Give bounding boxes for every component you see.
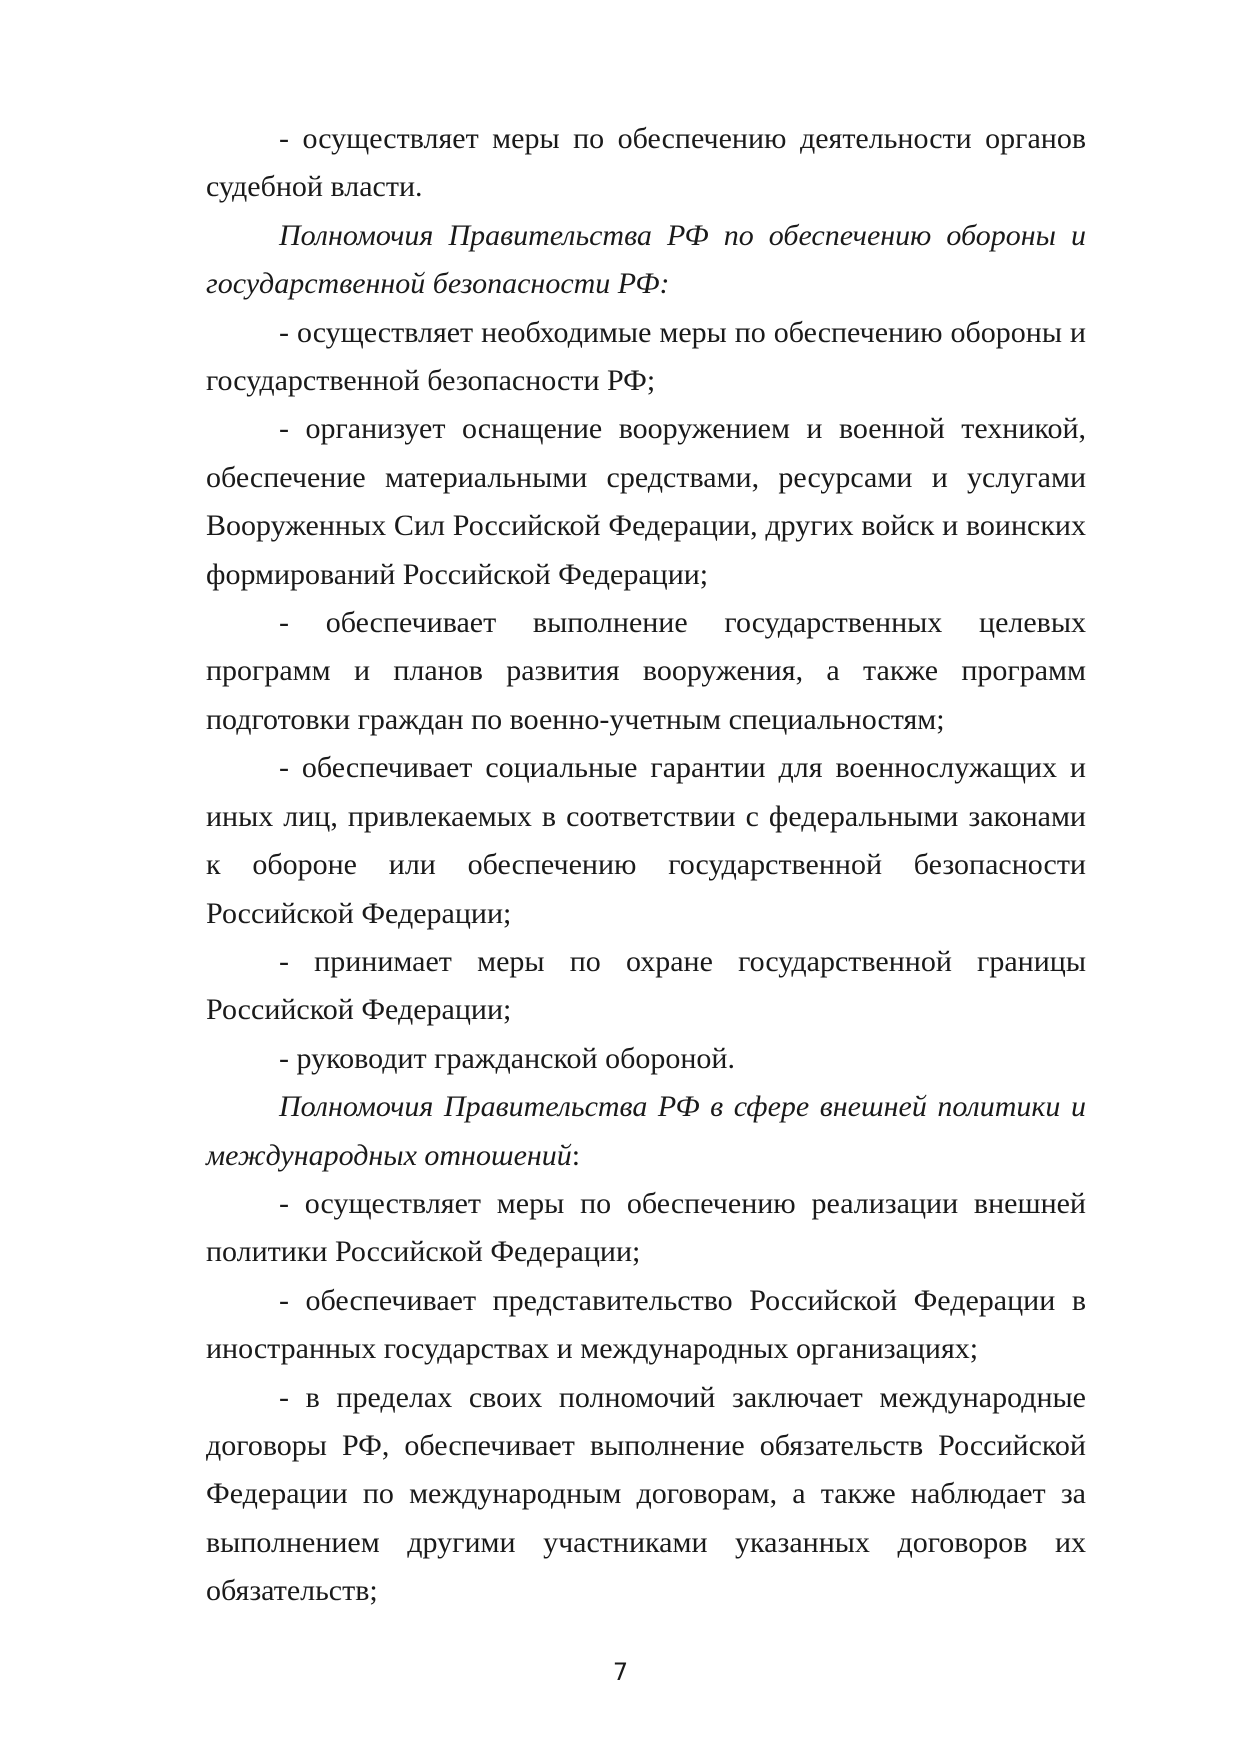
paragraph-foreign-policy-implementation: - осуществляет меры по обеспечению реализации внешней политики Российской Федерации; xyxy=(206,1186,1086,1269)
section-heading-foreign-policy-colon: : xyxy=(571,1138,581,1172)
paragraph-judicial-support: - осуществляет меры по обеспечению деятельности органов судебной власти. xyxy=(206,122,1086,204)
document-page xyxy=(206,115,1086,1616)
paragraph-armament-supply: - организует оснащение вооружением и военной техникой, обеспечение материальными средствами, ресурсами и услугами Вооруженных Сил Российской Федерации, других войск и воинских формирований Российской Федерации; xyxy=(206,412,1086,591)
paragraph-social-guarantees: - обеспечивает социальные гарантии для военнослужащих и иных лиц, привлекаемых в соответствии с федеральными законами к обороне или обеспечению государственной безопасности Российской Федерации; xyxy=(206,751,1086,930)
paragraph-international-treaties: - в пределах своих полномочий заключает международные договоры РФ, обеспечивает выполнение обязательств Российской Федерации по международным договорам, а также наблюдает за выполнением другими участниками указанных договоров их обязательств; xyxy=(206,1380,1086,1608)
paragraph-representation-abroad: - обеспечивает представительство Российской Федерации в иностранных государствах и международных организациях; xyxy=(206,1283,1086,1366)
page-number: 7 xyxy=(612,1658,629,1686)
section-heading-foreign-policy xyxy=(206,1083,1086,1180)
paragraph-civil-defense: - руководит гражданской обороной. xyxy=(279,1041,735,1075)
section-heading-defense: Полномочия Правительства РФ по обеспечению обороны и государственной безопасности РФ: xyxy=(206,218,1086,301)
paragraph-defense-measures: - осуществляет необходимые меры по обеспечению обороны и государственной безопасности РФ; xyxy=(206,315,1086,398)
paragraph-target-programs: - обеспечивает выполнение государственных целевых программ и планов развития вооружения, а также программ подготовки граждан по военно-учетным специальностям; xyxy=(206,606,1086,736)
section-heading-foreign-policy-text: Полномочия Правительства РФ в сфере внешней политики и международных отношений xyxy=(206,1090,1086,1172)
paragraph-border-protection: - принимает меры по охране государственной границы Российской Федерации; xyxy=(206,944,1086,1027)
